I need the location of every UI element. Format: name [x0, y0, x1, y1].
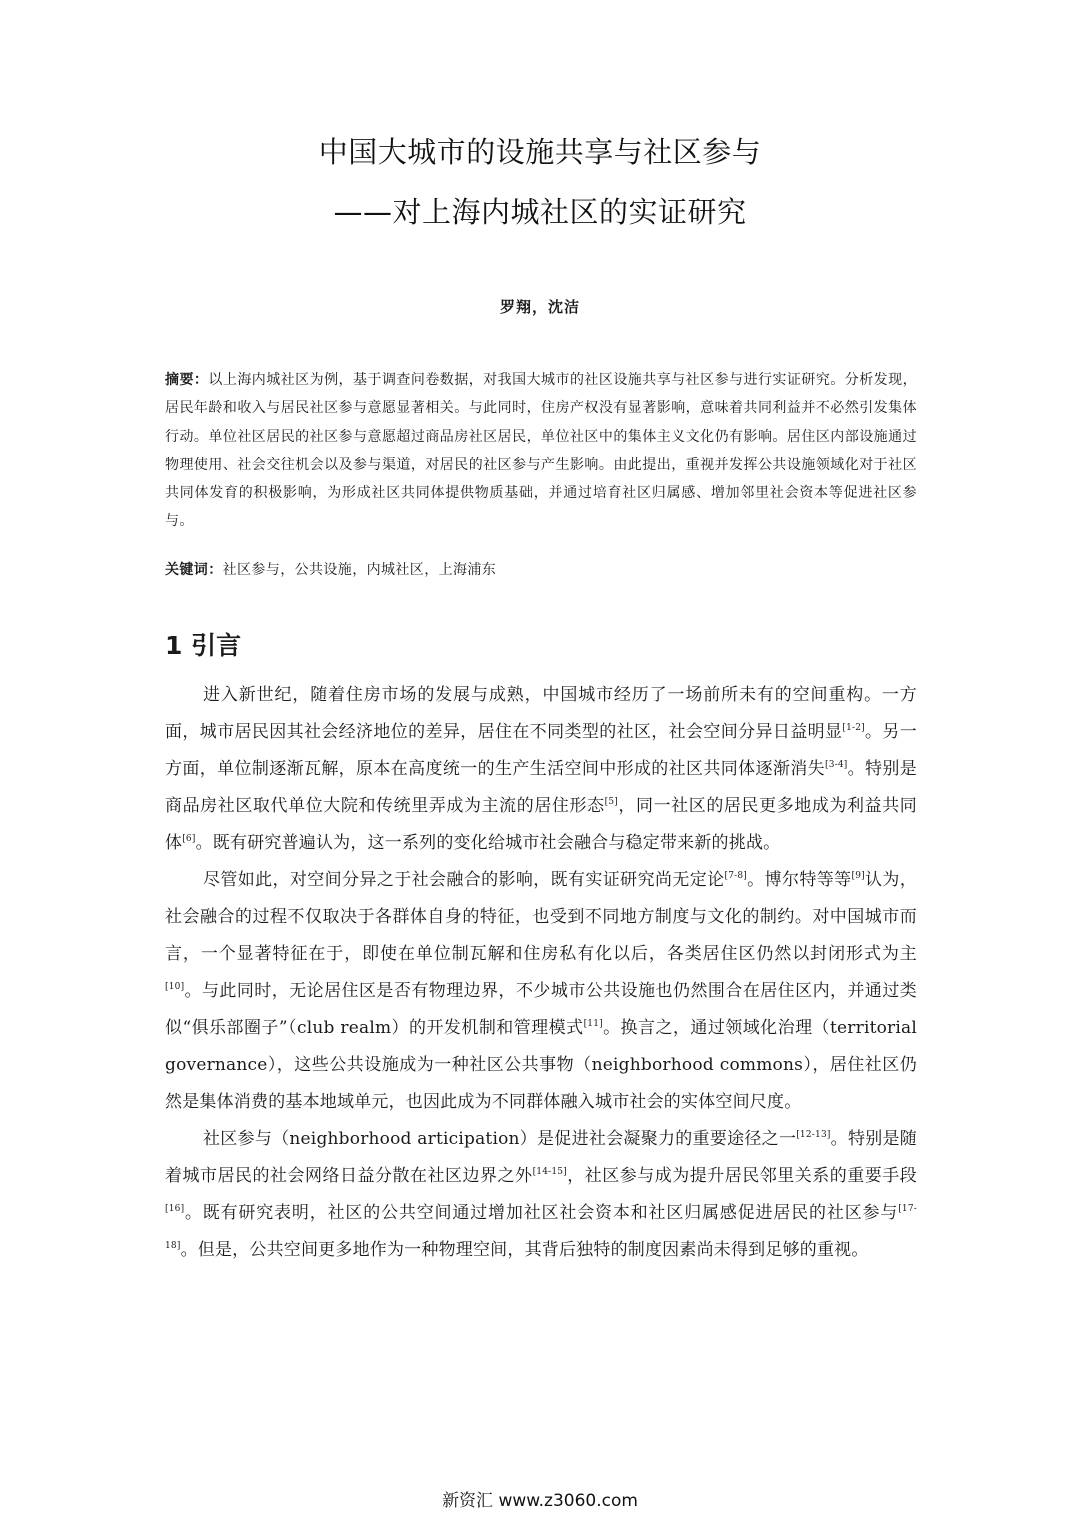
section-body	[165, 677, 917, 1269]
citation: [10]	[165, 982, 185, 992]
citation: [14-15]	[532, 1167, 567, 1177]
paper-subtitle: ——对上海内城社区的实证研究	[333, 195, 747, 229]
citation: [7-8]	[724, 871, 747, 881]
abstract	[165, 366, 917, 536]
abstract-text: 以上海内城社区为例，基于调查问卷数据，对我国大城市的社区设施共享与社区参与进行实证研究。分析发现，居民年龄和收入与居民社区参与意愿显著相关。与此同时，住房产权没有显著影响，意味着共同利益并不必然引发集体行动。单位社区居民的社区参与意愿超过商品房社区居民，单位社区中的集体主义文化仍有影响。居住区内部设施通过物理使用、社会交往机会以及参与渠道，对居民的社区参与产生影响。由此提出，重视并发挥公共设施领域化对于社区共同体发育的积极影响，为形成社区共同体提供物质基础，并通过培育社区归属感、增加邻里社会资本等促进社区参与。	[165, 372, 917, 530]
paragraph-text: 。特别是随着城市居民的社会网络日益分散在社区边界之外	[165, 1129, 917, 1186]
body-paragraph	[165, 1121, 917, 1269]
paragraph-text: 。换言之，通过领域化治理（territorial governance），这些公共设施成为一种社区公共事物（neighborhood commons），居住社区仍然是集体消费的基本地域单元，也因此成为不同群体融入城市社会的实体空间尺度。	[165, 1018, 917, 1112]
paragraph-text: 。另一方面，单位制逐渐瓦解，原本在高度统一的生产生活空间中形成的社区共同体逐渐消失	[165, 722, 917, 779]
citation: [17-18]	[165, 1204, 917, 1251]
citation: [12-13]	[796, 1130, 831, 1140]
citation: [5]	[604, 797, 619, 807]
abstract-label: 摘要：	[165, 372, 209, 388]
footer-watermark: 新资汇 www.z3060.com	[442, 1491, 638, 1511]
body-paragraph	[165, 862, 917, 1121]
keywords	[165, 556, 917, 584]
citation: [9]	[851, 871, 865, 881]
paragraph-text: ，社区参与成为提升居民邻里关系的重要手段	[566, 1166, 917, 1186]
citation: [11]	[583, 1019, 603, 1029]
section-heading: 1 引言	[165, 631, 242, 660]
citation: [3-4]	[825, 760, 848, 770]
paragraph-text: 。特别是商品房社区取代单位大院和传统里弄成为主流的居住形态	[165, 759, 917, 816]
citation: [6]	[182, 834, 196, 844]
citation: [16]	[165, 1204, 185, 1214]
paragraph-text: 进入新世纪，随着住房市场的发展与成熟，中国城市经历了一场前所未有的空间重构。一方面，城市居民因其社会经济地位的差异，居住在不同类型的社区，社会空间分异日益明显	[165, 685, 917, 742]
paragraph-text: 。博尔特等等	[747, 870, 852, 890]
keywords-text: 社区参与，公共设施，内城社区，上海浦东	[222, 562, 497, 578]
paragraph-text: 尽管如此，对空间分异之于社会融合的影响，既有实证研究尚无定论	[203, 870, 725, 890]
paragraph-text: 。既有研究表明，社区的公共空间通过增加社区社会资本和社区归属感促进居民的社区参与	[184, 1203, 899, 1223]
keywords-label: 关键词：	[165, 562, 223, 578]
author-list: 罗翔，沈洁	[499, 298, 580, 316]
body-paragraph	[165, 677, 917, 862]
paper-title: 中国大城市的设施共享与社区参与	[318, 135, 762, 169]
paragraph-text: 社区参与（neighborhood articipation）是促进社会凝聚力的重要途径之一	[203, 1129, 797, 1149]
paragraph-text: ，同一社区的居民更多地成为利益共同体	[165, 796, 918, 853]
paragraph-text: 。既有研究普遍认为，这一系列的变化给城市社会融合与稳定带来新的挑战。	[195, 833, 781, 853]
paragraph-text: 。但是，公共空间更多地作为一种物理空间，其背后独特的制度因素尚未得到足够的重视。	[180, 1240, 869, 1260]
citation: [1-2]	[842, 723, 865, 733]
paragraph-text: 认为，社会融合的过程不仅取决于各群体自身的特征，也受到不同地方制度与文化的制约。对中国城市而言，一个显著特征在于，即使在单位制瓦解和住房私有化以后，各类居住区仍然以封闭形式为主	[165, 870, 917, 964]
paragraph-text: 。与此同时，无论居住区是否有物理边界，不少城市公共设施也仍然围合在居住区内，并通过类似“俱乐部圈子”（club realm）的开发机制和管理模式	[165, 981, 917, 1038]
